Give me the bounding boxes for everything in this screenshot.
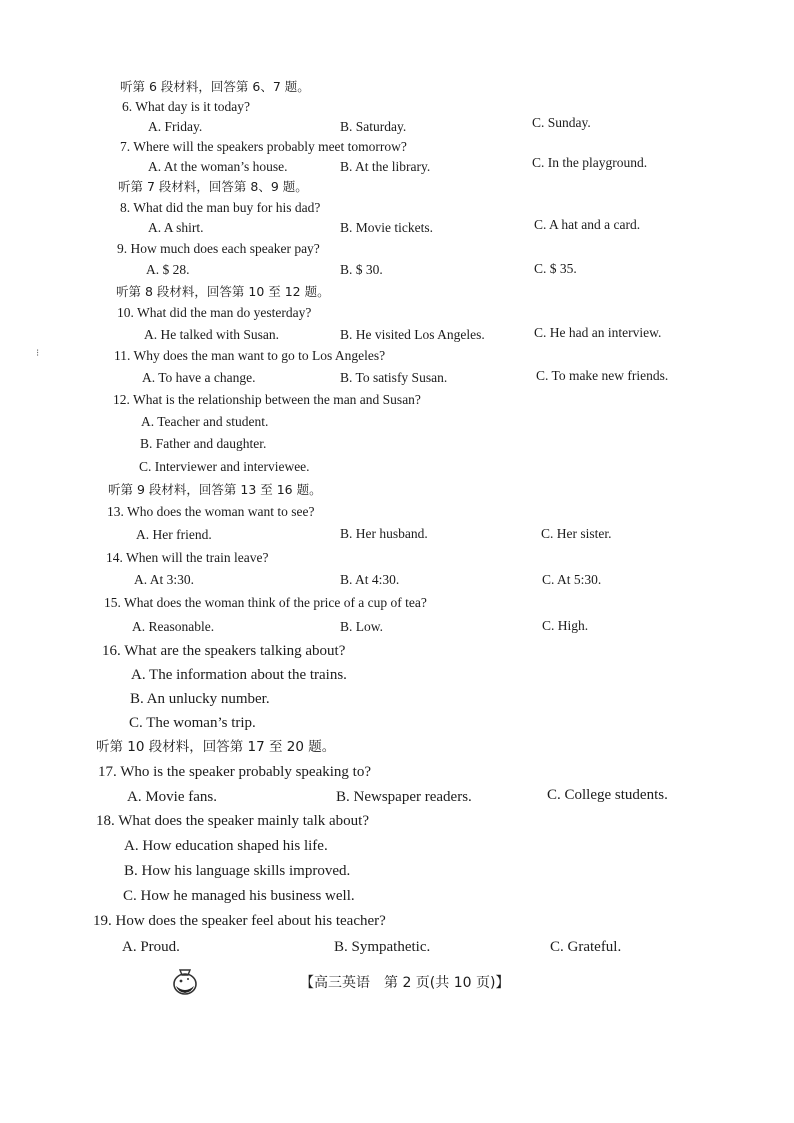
- question-12-stem: 12. What is the relationship between the man and Susan?: [113, 392, 421, 407]
- question-19-stem: 19. How does the speaker feel about his teacher?: [93, 913, 386, 929]
- section-header-9: 听第 9 段材料，回答第 13 至 16 题。: [108, 482, 322, 497]
- section-header-8: 听第 8 段材料，回答第 10 至 12 题。: [116, 284, 330, 299]
- question-12-option-c: C. Interviewer and interviewee.: [139, 459, 310, 474]
- section-header-6: 听第 6 段材料，回答第 6、7 题。: [120, 79, 310, 94]
- question-13-option-a: A. Her friend.: [136, 527, 212, 542]
- question-8-option-a: A. A shirt.: [148, 220, 204, 235]
- question-14-option-c: C. At 5:30.: [542, 572, 602, 587]
- question-13-option-b: B. Her husband.: [340, 526, 428, 541]
- question-19-option-a: A. Proud.: [122, 939, 180, 955]
- question-18-option-c: C. How he managed his business well.: [123, 888, 355, 904]
- question-16-stem: 16. What are the speakers talking about?: [102, 643, 346, 659]
- question-11-stem: 11. Why does the man want to go to Los Angeles?: [114, 348, 386, 363]
- question-15-option-b: B. Low.: [340, 619, 383, 634]
- question-12-option-a: A. Teacher and student.: [141, 414, 269, 429]
- question-14-stem: 14. When will the train leave?: [106, 550, 269, 565]
- question-11-option-a: A. To have a change.: [142, 370, 256, 385]
- section-header-7: 听第 7 段材料，回答第 8、9 题。: [118, 179, 308, 194]
- question-17-option-b: B. Newspaper readers.: [336, 789, 472, 805]
- question-7-stem: 7. Where will the speakers probably meet tomorrow?: [120, 139, 407, 154]
- question-11-option-b: B. To satisfy Susan.: [340, 370, 448, 385]
- question-15-option-c: C. High.: [542, 618, 589, 633]
- margin-mark: ⁝: [36, 348, 40, 359]
- question-9-option-b: B. $ 30.: [340, 262, 383, 277]
- question-9-option-a: A. $ 28.: [146, 262, 190, 277]
- question-14-option-b: B. At 4:30.: [340, 572, 400, 587]
- question-16-option-a: A. The information about the trains.: [131, 667, 347, 683]
- question-18-option-a: A. How education shaped his life.: [124, 838, 328, 854]
- question-19-option-c: C. Grateful.: [550, 939, 622, 955]
- question-16-option-b: B. An unlucky number.: [130, 691, 270, 707]
- question-15-option-a: A. Reasonable.: [132, 619, 215, 634]
- question-19-option-b: B. Sympathetic.: [334, 939, 431, 955]
- question-17-option-a: A. Movie fans.: [127, 789, 217, 805]
- question-13-option-c: C. Her sister.: [541, 526, 612, 541]
- question-15-stem: 15. What does the woman think of the price of a cup of tea?: [104, 595, 427, 610]
- question-10-option-c: C. He had an interview.: [534, 325, 662, 340]
- question-7-option-b: B. At the library.: [340, 159, 431, 174]
- question-18-option-b: B. How his language skills improved.: [124, 863, 351, 879]
- question-16-option-c: C. The woman’s trip.: [129, 715, 256, 731]
- question-17-stem: 17. Who is the speaker probably speaking to?: [98, 764, 371, 780]
- question-13-stem: 13. Who does the woman want to see?: [107, 504, 315, 519]
- section-header-10: 听第 10 段材料，回答第 17 至 20 题。: [96, 739, 336, 755]
- question-9-stem: 9. How much does each speaker pay?: [117, 241, 320, 256]
- question-7-option-a: A. At the woman’s house.: [148, 159, 288, 174]
- question-11-option-c: C. To make new friends.: [536, 368, 669, 383]
- page-footer: 【高三英语 第 2 页(共 10 页)】: [300, 975, 510, 991]
- question-14-option-a: A. At 3:30.: [134, 572, 195, 587]
- question-12-option-b: B. Father and daughter.: [140, 436, 267, 451]
- question-10-stem: 10. What did the man do yesterday?: [117, 305, 312, 320]
- question-6-option-c: C. Sunday.: [532, 115, 591, 130]
- question-6-stem: 6. What day is it today?: [122, 99, 250, 114]
- question-10-option-a: A. He talked with Susan.: [144, 327, 279, 342]
- question-7-option-c: C. In the playground.: [532, 155, 648, 170]
- question-17-option-c: C. College students.: [547, 787, 668, 803]
- question-6-option-b: B. Saturday.: [340, 119, 407, 134]
- question-10-option-b: B. He visited Los Angeles.: [340, 327, 485, 342]
- question-18-stem: 18. What does the speaker mainly talk about?: [96, 813, 369, 829]
- question-9-option-c: C. $ 35.: [534, 261, 577, 276]
- question-8-stem: 8. What did the man buy for his dad?: [120, 200, 321, 215]
- question-8-option-b: B. Movie tickets.: [340, 220, 433, 235]
- question-8-option-c: C. A hat and a card.: [534, 217, 641, 232]
- flask-logo-icon: [170, 966, 200, 996]
- question-6-option-a: A. Friday.: [148, 119, 203, 134]
